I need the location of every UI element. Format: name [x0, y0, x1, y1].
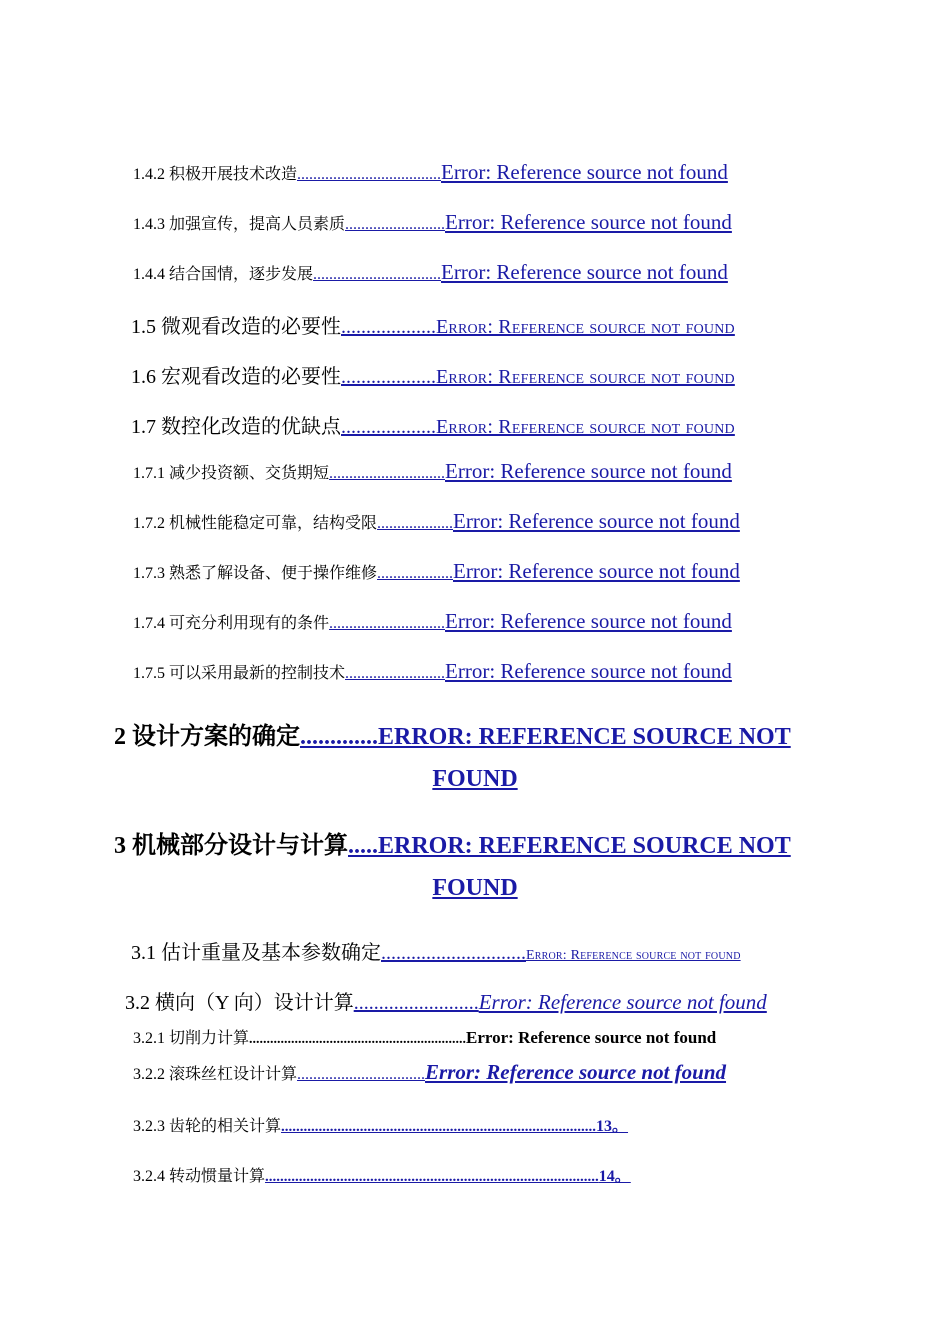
toc-entry-leader[interactable]: ...................: [341, 316, 436, 338]
toc-entry-ref[interactable]: Error: Reference source not found: [425, 1060, 727, 1084]
toc-entry-leader[interactable]: ...................: [341, 366, 436, 388]
toc-entry-ref[interactable]: Error: Reference source not found: [436, 416, 735, 438]
toc-entry-title: 1.7.3 熟悉了解设备、便于操作维修: [133, 565, 378, 582]
toc-entry[interactable]: [131, 936, 836, 965]
toc-entry[interactable]: [133, 1113, 836, 1136]
toc-entry-leader[interactable]: ....................................................................................: [281, 1119, 597, 1135]
toc-entry[interactable]: [131, 410, 836, 439]
toc-entry-leader[interactable]: ....................................: [297, 166, 442, 183]
toc-entry-title: 3.2.1 切削力计算: [133, 1030, 250, 1047]
toc-entry[interactable]: [133, 1025, 836, 1048]
toc-entry-leader[interactable]: ................................: [297, 1066, 426, 1083]
toc-entry[interactable]: [133, 1060, 836, 1085]
toc-entry-title: 1.5 微观看改造的必要性: [131, 316, 341, 338]
toc-entry-leader[interactable]: .........................: [345, 665, 446, 682]
toc-entry-leader[interactable]: .....: [348, 833, 378, 859]
toc-entry-ref[interactable]: ERROR: REFERENCE SOURCE NOT: [378, 833, 791, 859]
toc-entry[interactable]: [133, 659, 836, 684]
toc-entry-leader[interactable]: .............................: [329, 615, 446, 632]
toc-entry-title: 1.7 数控化改造的优缺点: [131, 416, 341, 438]
toc-entry-ref[interactable]: Error: Reference source not found: [445, 459, 732, 483]
toc-entry-leader[interactable]: ...................: [377, 565, 454, 582]
toc-entry-ref[interactable]: Error: Reference source not found: [445, 210, 732, 234]
toc-entry-title: 1.4.2 积极开展技术改造: [133, 166, 298, 183]
toc-entry-ref[interactable]: Error: Reference source not found: [441, 260, 728, 284]
toc-entry[interactable]: [133, 210, 836, 235]
toc-entry-ref[interactable]: Error: Reference source not found: [441, 160, 728, 184]
toc-entry-ref-continuation[interactable]: [0, 875, 950, 902]
toc-entry-ref-continuation[interactable]: [0, 766, 950, 793]
toc-entry[interactable]: [133, 509, 836, 534]
toc-entry-leader[interactable]: .............................: [329, 465, 446, 482]
toc-entry-chapter[interactable]: [114, 716, 836, 751]
toc-entry-leader[interactable]: .............: [300, 724, 378, 750]
toc-entry-title: 1.6 宏观看改造的必要性: [131, 366, 341, 388]
toc-entry-title: 1.4.4 结合国情，逐步发展: [133, 266, 314, 283]
toc-entry-leader: ..............................................................: [249, 1032, 467, 1047]
toc-entry-ref[interactable]: ERROR: REFERENCE SOURCE NOT: [378, 724, 791, 750]
toc-entry-ref[interactable]: Error: Reference source not found: [436, 316, 735, 338]
toc-entry-ref[interactable]: Error: Reference source not found: [526, 948, 741, 963]
toc-entry-ref[interactable]: Error: Reference source not found: [445, 659, 732, 683]
toc-entry[interactable]: [131, 310, 836, 339]
toc-entry-title: 3.2 横向（Y 向）设计计算: [125, 992, 354, 1014]
toc-entry-leader[interactable]: .............................: [381, 942, 526, 964]
toc-entry-title: 1.7.4 可充分利用现有的条件: [133, 615, 330, 632]
toc-entry-title: 1.7.5 可以采用最新的控制技术: [133, 665, 346, 682]
toc-entry-leader[interactable]: .........................: [345, 216, 446, 233]
toc-entry[interactable]: [125, 986, 836, 1015]
toc-entry-title: 2 设计方案的确定: [114, 724, 300, 750]
toc-entry-title: 3.2.2 滚珠丝杠设计计算: [133, 1066, 298, 1083]
toc-entry-ref-wrap[interactable]: FOUND: [432, 875, 518, 901]
toc-entry-leader[interactable]: .........................: [353, 992, 479, 1014]
toc-entry-ref[interactable]: 14。: [598, 1168, 631, 1185]
toc-entry-chapter[interactable]: [114, 825, 836, 860]
toc-entry-title: 1.7.1 减少投资额、交货期短: [133, 465, 330, 482]
toc-entry-ref-wrap[interactable]: FOUND: [432, 766, 518, 792]
toc-entry-leader[interactable]: ...................: [341, 416, 436, 438]
toc-entry[interactable]: [133, 160, 836, 185]
toc-entry-ref[interactable]: 13。: [596, 1118, 629, 1135]
toc-entry-ref: Error: Reference source not found: [466, 1028, 717, 1047]
toc-entry-ref[interactable]: Error: Reference source not found: [445, 609, 732, 633]
toc-entry[interactable]: [133, 609, 836, 634]
toc-entry[interactable]: [133, 1163, 836, 1186]
toc-entry[interactable]: [133, 260, 836, 285]
toc-entry-leader[interactable]: ................................: [313, 266, 442, 283]
toc-entry-title: 1.7.2 机械性能稳定可靠，结构受限: [133, 515, 378, 532]
toc-entry-ref[interactable]: Error: Reference source not found: [478, 990, 767, 1014]
toc-entry-leader[interactable]: .........................................................................................: [265, 1169, 599, 1185]
toc-entry[interactable]: [131, 360, 836, 389]
toc-entry-title: 3.1 估计重量及基本参数确定: [131, 942, 381, 964]
toc-entry-ref[interactable]: Error: Reference source not found: [453, 509, 740, 533]
toc-entry-title: 3.2.3 齿轮的相关计算: [133, 1118, 282, 1135]
toc-entry-ref[interactable]: Error: Reference source not found: [453, 559, 740, 583]
toc-entry-title: 1.4.3 加强宣传，提高人员素质: [133, 216, 346, 233]
toc-entry-leader[interactable]: ...................: [377, 515, 454, 532]
toc-entry[interactable]: [133, 459, 836, 484]
toc-entry-title: 3.2.4 转动惯量计算: [133, 1168, 266, 1185]
toc-entry[interactable]: [133, 559, 836, 584]
toc-entry-ref[interactable]: Error: Reference source not found: [436, 366, 735, 388]
toc-entry-title: 3 机械部分设计与计算: [114, 833, 348, 859]
